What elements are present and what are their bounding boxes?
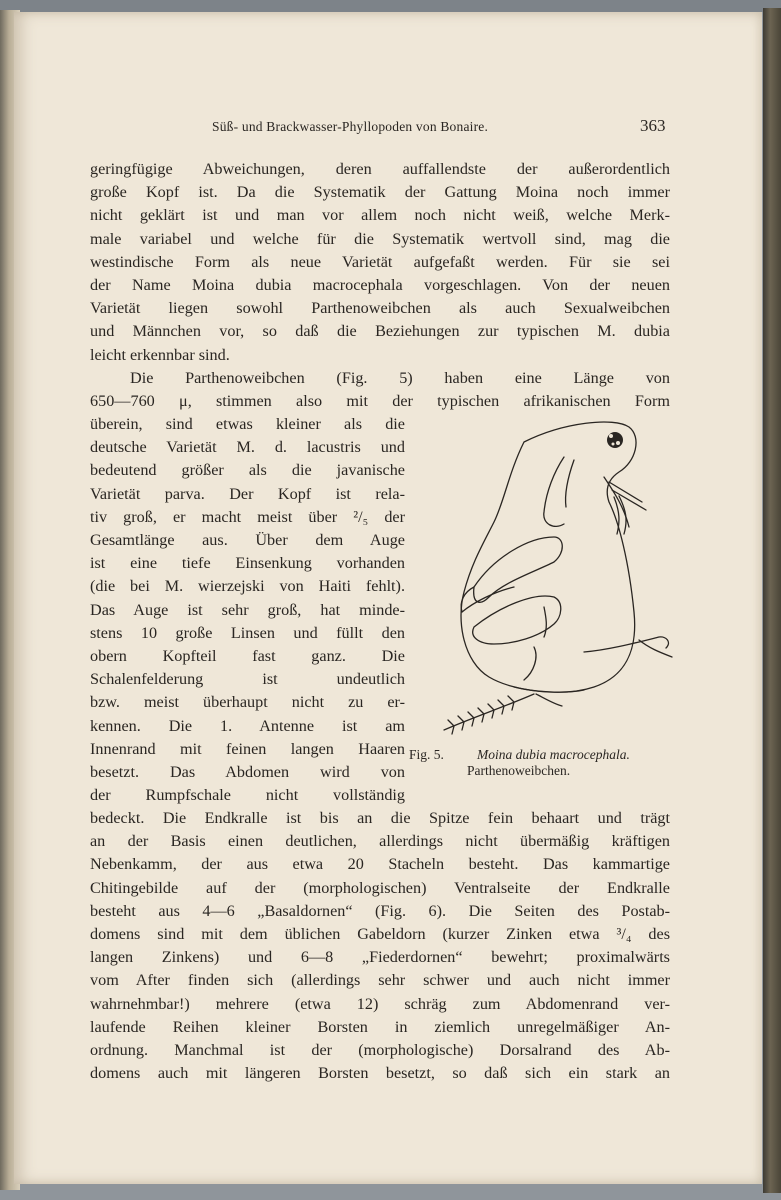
text-line: ist eine tiefe Einsenkung vorhanden (90, 554, 405, 573)
figure-moina-drawing (414, 412, 684, 742)
text-line: große Kopf ist. Da die Systematik der Gattung Moina noch immer (90, 183, 670, 202)
text-line: an der Basis einen deutlichen, allerdings nicht übermäßig kräftigen (90, 832, 670, 851)
text-line: Die Parthenoweibchen (Fig. 5) haben eine Länge von (130, 368, 670, 387)
figure-subtitle: Parthenoweibchen. (467, 763, 571, 778)
text-line: tiv groß, er macht meist über ²/₅ der (90, 507, 405, 526)
running-title: Süß- und Brackwasser-Phyllopoden von Bonaire. (212, 119, 489, 134)
text-line: besetzt. Das Abdomen wird von (90, 763, 405, 782)
setose-bristle (444, 694, 534, 730)
page-number: 363 (640, 116, 666, 135)
text-line: westindische Form als neue Varietät aufgefaßt werden. Für sie sei (90, 252, 670, 271)
text-line: Schalenfelderung ist undeutlich (90, 670, 405, 689)
text-line: besteht aus 4—6 „Basaldornen“ (Fig. 6). Die Seiten des Postab- (90, 901, 670, 920)
carapace-outline (461, 422, 636, 692)
scan-background (0, 0, 781, 12)
body-text-bottom (90, 807, 670, 1085)
text-line: bzw. meist überhaupt nicht zu er- (90, 693, 405, 712)
text-line: bedeckt. Die Endkralle ist bis an die Spitze fein behaart und trägt (90, 809, 670, 827)
page-header (14, 116, 762, 140)
text-line: kennen. Die 1. Antenne ist am (90, 716, 405, 735)
text-line: Chitingebilde auf der (morphologischen) Ventralseite der Endkralle (90, 878, 670, 897)
text-line: der Rumpfschale nicht vollständig (90, 786, 405, 805)
text-line: obern Kopfteil fast ganz. Die (90, 647, 405, 666)
body-text-top (90, 158, 670, 413)
text-line: (die bei M. wierzejski von Haiti fehlt). (90, 577, 405, 596)
text-line: ordnung. Manchmal ist der (morphologische) Dorsalrand des Ab- (90, 1041, 670, 1060)
text-line: domens sind mit dem üblichen Gabeldorn (kurzer Zinken etwa ³/₄ des (90, 925, 670, 944)
text-line: Das Auge ist sehr groß, hat minde- (90, 600, 405, 619)
text-line: male variabel und welche für die Systematik wertvoll sind, mag die (90, 229, 670, 248)
figure-label: Fig. 5. (409, 747, 444, 762)
text-line: leicht erkennbar sind. (90, 345, 230, 364)
text-line: 650—760 μ, stimmen also mit der typischen afrikanischen Form (90, 392, 670, 411)
text-line: Varietät parva. Der Kopf ist rela- (90, 484, 405, 503)
text-line: geringfügige Abweichungen, deren auffallendste der außerordentlich (90, 160, 670, 178)
text-line: überein, sind etwas kleiner als die (90, 415, 405, 433)
body-text-wrapped (90, 413, 405, 807)
text-line: Varietät liegen sowohl Parthenoweibchen als auch Sexualweibchen (90, 299, 670, 318)
compound-eye (607, 432, 623, 448)
text-line: domens auch mit längeren Borsten besetzt, so daß sich ein stark an (90, 1064, 670, 1083)
text-line: Nebenkamm, der aus etwa 20 Stacheln besteht. Das kammartige (90, 855, 670, 874)
text-line: nicht geklärt ist und man vor allem noch nicht weiß, welche Merk- (90, 206, 670, 225)
figure-caption (409, 747, 699, 779)
text-line: stens 10 große Linsen und füllt den (90, 623, 405, 642)
text-line: Gesamtlänge aus. Über dem Auge (90, 531, 405, 550)
text-line: bedeutend größer als die javanische (90, 461, 405, 480)
text-line: deutsche Varietät M. d. lacustris und (90, 438, 405, 457)
book-cover-edge (763, 8, 781, 1193)
text-line: vom After finden sich (allerdings sehr schwer und auch nicht immer (90, 971, 670, 990)
text-line: langen Zinkens) und 6—8 „Fiederdornen“ bewehrt; proximalwärts (90, 948, 670, 967)
text-line: der Name Moina dubia macrocephala vorgeschlagen. Von der neuen (90, 276, 670, 295)
text-line: Innenrand mit feinen langen Haaren (90, 739, 405, 758)
figure-species: Moina dubia macrocephala. (477, 747, 630, 762)
text-line: laufende Reihen kleiner Borsten in ziemlich unregelmäßiger An- (90, 1017, 670, 1036)
text-line: wahrnehmbar!) mehrere (etwa 12) schräg zum Abdomenrand ver- (90, 994, 670, 1013)
book-page (14, 12, 762, 1184)
brood-chamber (474, 537, 563, 602)
text-line: und Männchen vor, so daß die Beziehungen zur typischen M. dubia (90, 322, 670, 341)
